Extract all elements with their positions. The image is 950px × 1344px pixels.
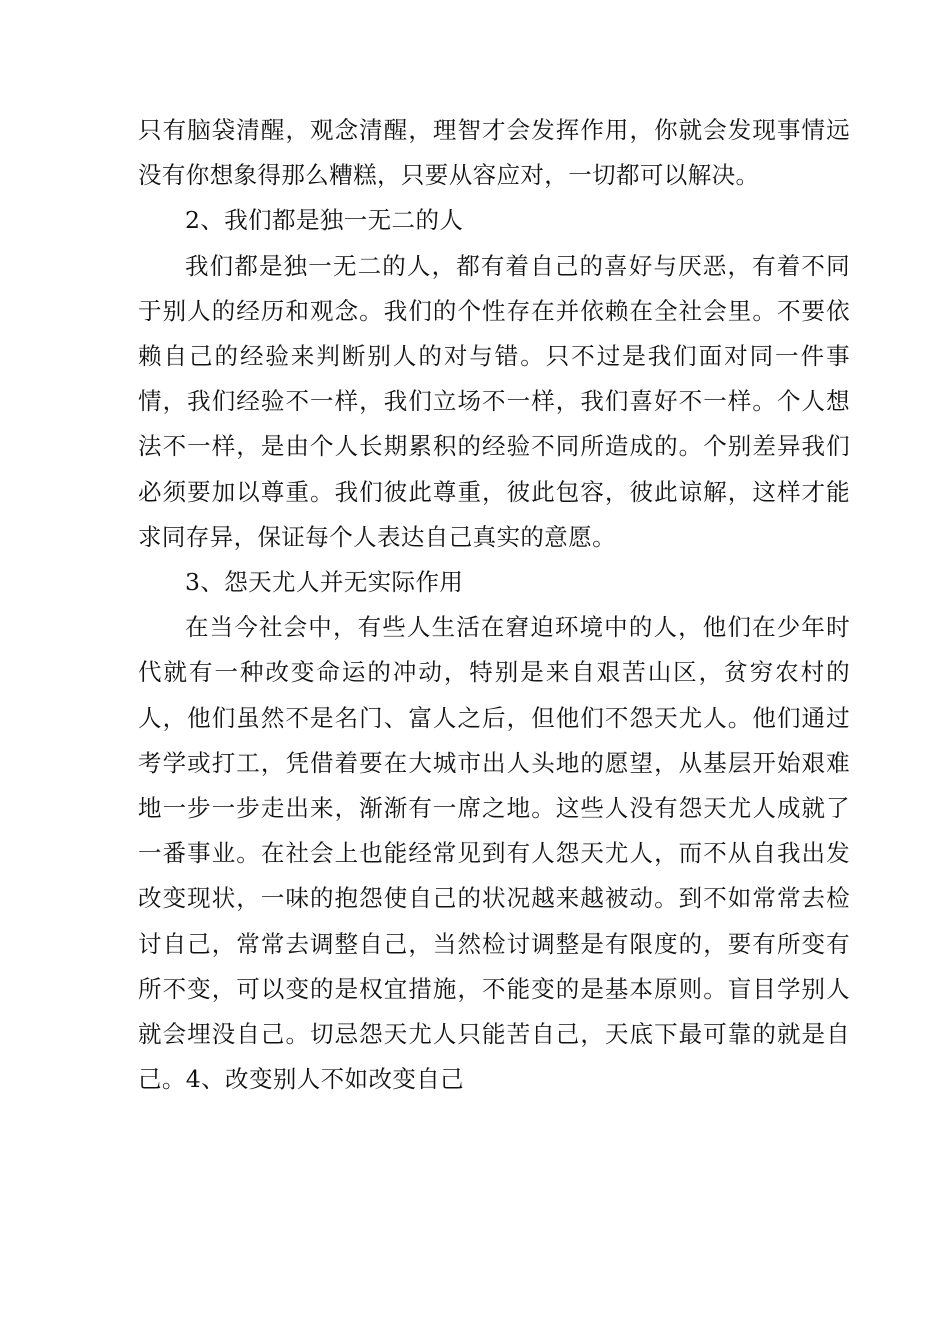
section-heading-2: 2、我们都是独一无二的人 [185, 206, 464, 235]
section-heading-3: 3、怨天尤人并无实际作用 [185, 568, 464, 597]
paragraph-section-2: 我们都是独一无二的人，都有着自己的喜好与厌恶，有着不同于别人的经历和观念。我们的个性存在并依赖在全社会里。不要依赖自己的经验来判断别人的对与错。只不过是我们面对同一件事情，我们经验不一样，我们立场不一样，我们喜好不一样。个人想法不一样，是由个人长期累积的经验不同所造成的。个别差异我们必须要加以尊重。我们彼此尊重，彼此包容，彼此谅解，这样才能求同存异，保证每个人表达自己真实的意愿。 [138, 251, 850, 551]
paragraph-section-3: 在当今社会中，有些人生活在窘迫环境中的人，他们在少年时代就有一种改变命运的冲动，特别是来自艰苦山区，贫穷农村的人，他们虽然不是名门、富人之后，但他们不怨天尤人。他们通过考学或打工，凭借着要在大城市出人头地的愿望，从基层开始艰难地一步一步走出来，渐渐有一席之地。这些人没有怨天尤人成就了一番事业。在社会上也能经常见到有人怨天尤人，而不从自我出发改变现状，一味的抱怨使自己的状况越来越被动。到不如常常去检讨自己，常常去调整自己，当然检讨调整是有限度的，要有所变有所不变，可以变的是权宜措施，不能变的是基本原则。盲目学别人就会埋没自己。切忌怨天尤人只能苦自己，天底下最可靠的就是自己。4、改变别人不如改变自己 [138, 613, 850, 1094]
document-body [138, 108, 850, 1102]
paragraph-continuation: 只有脑袋清醒，观念清醒，理智才会发挥作用，你就会发现事情远没有你想象得那么糟糕，只要从容应对，一切都可以解决。 [138, 116, 850, 190]
